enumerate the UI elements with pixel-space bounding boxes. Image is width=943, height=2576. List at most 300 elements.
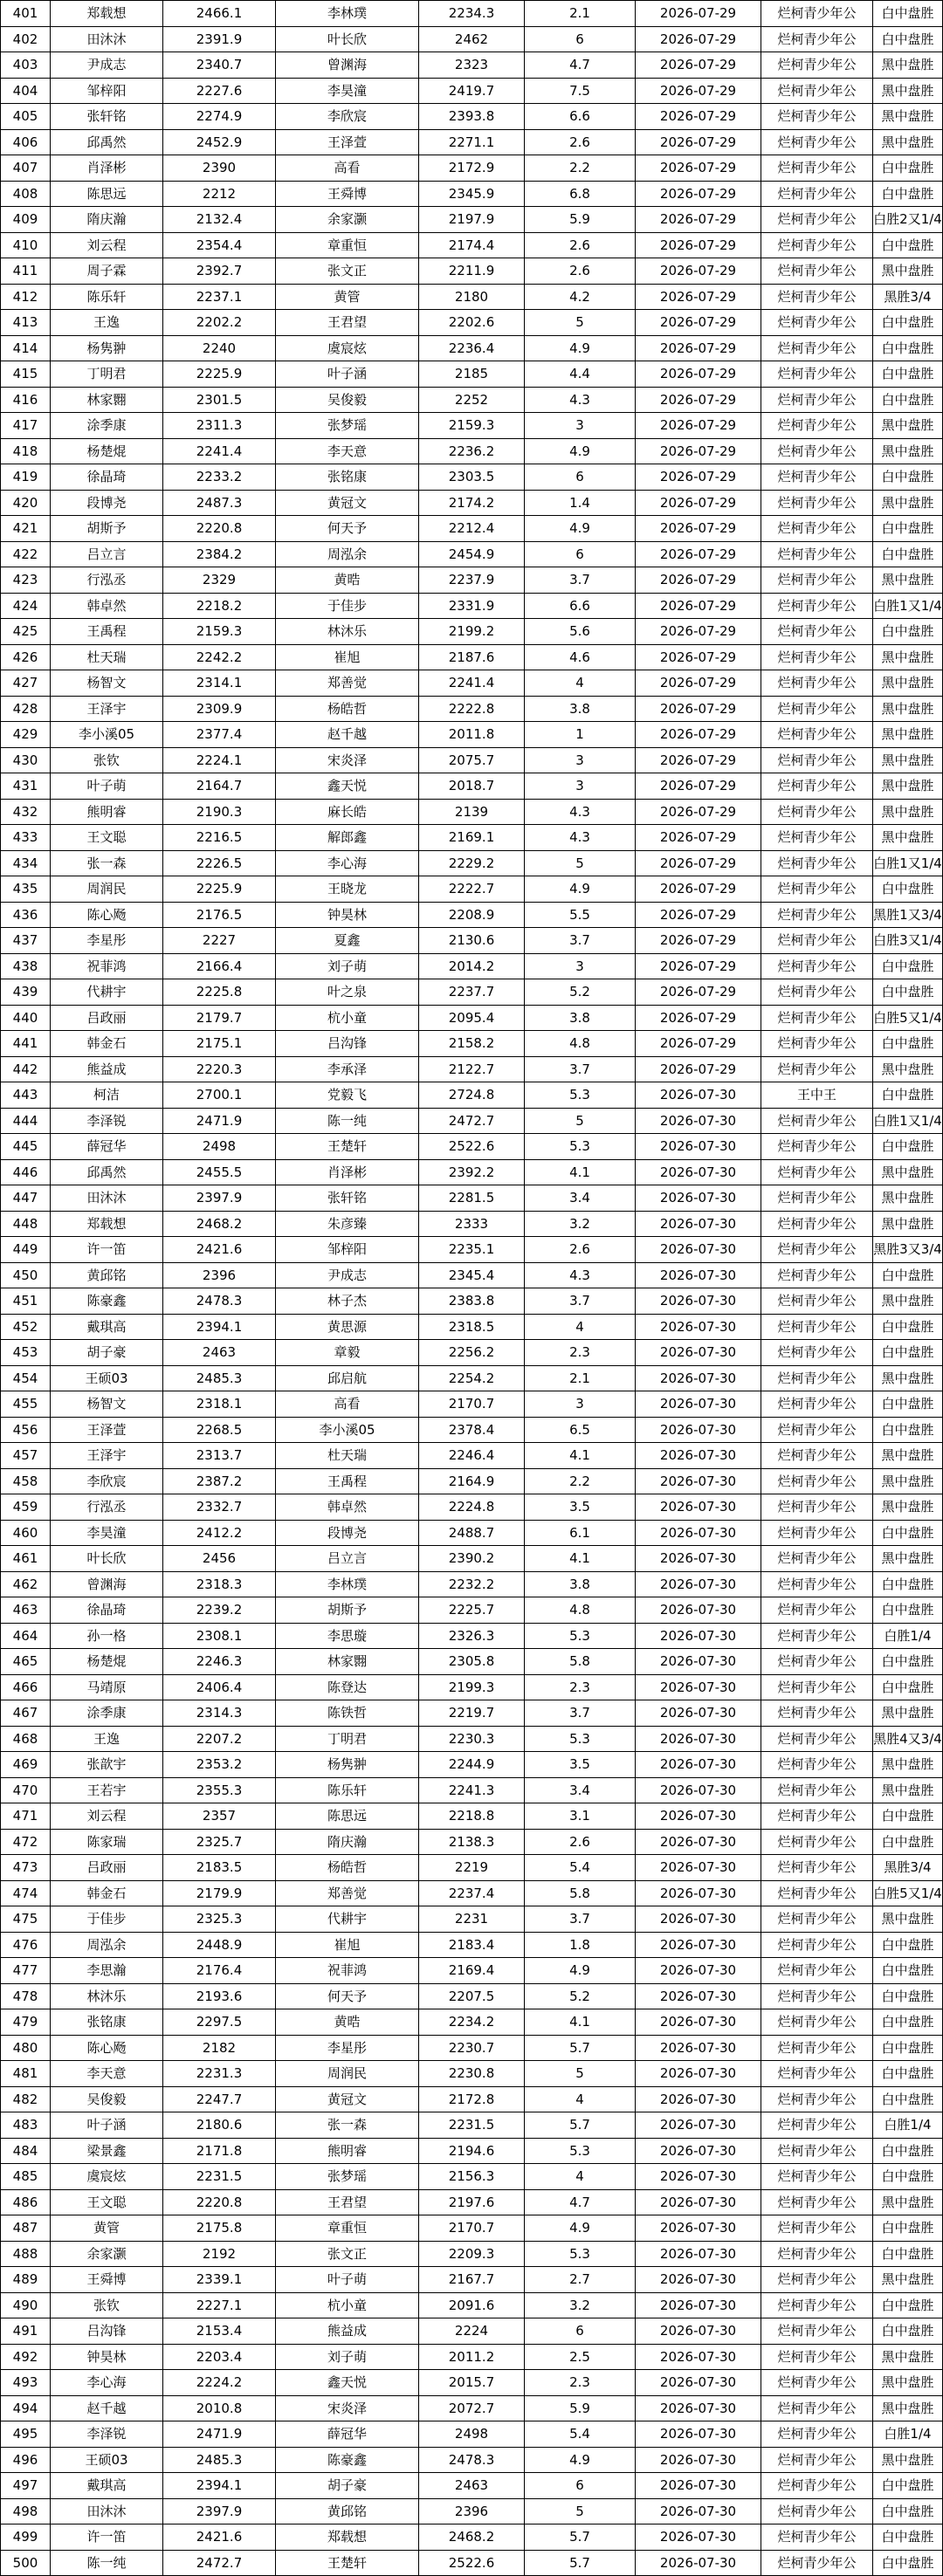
game-number-cell: 449: [1, 1237, 51, 1263]
table-row: [1, 567, 943, 594]
result-cell: 白中盘胜: [873, 1340, 943, 1366]
black-rating-cell: 2387.2: [163, 1468, 276, 1494]
game-date-cell: 2026-07-30: [636, 1340, 761, 1366]
event-name-cell: 烂柯青少年公: [761, 1777, 873, 1803]
white-player-cell: 叶子涵: [276, 361, 419, 388]
value-cell: 5.3: [525, 1082, 636, 1109]
event-name-cell: 烂柯青少年公: [761, 1314, 873, 1340]
game-date-cell: 2026-07-29: [636, 464, 761, 491]
black-player-cell: 戴琪高: [51, 2473, 163, 2499]
event-name-cell: 烂柯青少年公: [761, 2344, 873, 2370]
event-name-cell: 烂柯青少年公: [761, 1571, 873, 1597]
white-rating-cell: 2224: [419, 2318, 525, 2345]
value-cell: 6: [525, 26, 636, 52]
result-cell: 白中盘胜: [873, 2086, 943, 2112]
table-row: [1, 129, 943, 155]
result-cell: 白中盘胜: [873, 2498, 943, 2524]
table-row: [1, 696, 943, 722]
table-row: [1, 1906, 943, 1933]
white-rating-cell: 2183.4: [419, 1932, 525, 1958]
white-rating-cell: 2236.2: [419, 438, 525, 464]
game-number-cell: 412: [1, 284, 51, 310]
result-cell: 白中盘胜: [873, 1983, 943, 2009]
white-rating-cell: 2169.4: [419, 1958, 525, 1984]
value-cell: 4.3: [525, 387, 636, 413]
white-rating-cell: 2212.4: [419, 516, 525, 542]
black-rating-cell: 2448.9: [163, 1932, 276, 1958]
table-row: [1, 825, 943, 851]
white-player-cell: 李天意: [276, 438, 419, 464]
value-cell: 5.3: [525, 2138, 636, 2164]
value-cell: 2.3: [525, 1674, 636, 1700]
game-number-cell: 497: [1, 2473, 51, 2499]
game-number-cell: 487: [1, 2215, 51, 2242]
value-cell: 2.1: [525, 1, 636, 27]
result-cell: 白中盘胜: [873, 2550, 943, 2576]
result-cell: 白中盘胜: [873, 155, 943, 182]
game-number-cell: 477: [1, 1958, 51, 1984]
black-rating-cell: 2193.6: [163, 1983, 276, 2009]
white-rating-cell: 2281.5: [419, 1185, 525, 1212]
white-player-cell: 熊益成: [276, 2318, 419, 2345]
black-player-cell: 郑载想: [51, 1, 163, 27]
game-date-cell: 2026-07-29: [636, 670, 761, 697]
game-number-cell: 419: [1, 464, 51, 491]
white-player-cell: 丁明君: [276, 1726, 419, 1752]
table-row: [1, 2421, 943, 2448]
event-name-cell: 烂柯青少年公: [761, 2138, 873, 2164]
game-number-cell: 405: [1, 104, 51, 130]
event-name-cell: 烂柯青少年公: [761, 2524, 873, 2551]
game-number-cell: 496: [1, 2447, 51, 2473]
event-name-cell: 烂柯青少年公: [761, 258, 873, 285]
black-rating-cell: 2455.5: [163, 1159, 276, 1185]
white-player-cell: 张梦瑶: [276, 2164, 419, 2190]
black-rating-cell: 2246.3: [163, 1649, 276, 1675]
result-cell: 黑中盘胜: [873, 2370, 943, 2396]
game-number-cell: 495: [1, 2421, 51, 2448]
result-cell: 黑中盘胜: [873, 670, 943, 697]
black-rating-cell: 2202.2: [163, 310, 276, 336]
table-row: [1, 1958, 943, 1984]
table-row: [1, 1288, 943, 1315]
table-row: [1, 310, 943, 336]
white-rating-cell: 2219: [419, 1855, 525, 1881]
game-date-cell: 2026-07-30: [636, 1829, 761, 1855]
white-player-cell: 韩卓然: [276, 1494, 419, 1521]
game-number-cell: 435: [1, 876, 51, 903]
game-number-cell: 451: [1, 1288, 51, 1315]
white-rating-cell: 2345.4: [419, 1262, 525, 1288]
black-player-cell: 梁景鑫: [51, 2138, 163, 2164]
value-cell: 2.1: [525, 1365, 636, 1391]
white-rating-cell: 2014.2: [419, 953, 525, 979]
event-name-cell: 烂柯青少年公: [761, 2061, 873, 2087]
game-date-cell: 2026-07-29: [636, 1005, 761, 1031]
result-cell: 白中盘胜: [873, 2215, 943, 2242]
game-number-cell: 499: [1, 2524, 51, 2551]
game-date-cell: 2026-07-29: [636, 155, 761, 182]
black-rating-cell: 2421.6: [163, 1237, 276, 1263]
white-rating-cell: 2158.2: [419, 1031, 525, 1057]
game-number-cell: 430: [1, 747, 51, 773]
game-date-cell: 2026-07-29: [636, 953, 761, 979]
white-rating-cell: 2194.6: [419, 2138, 525, 2164]
result-cell: 黑胜1又3/4: [873, 902, 943, 928]
white-player-cell: 黄冠文: [276, 2086, 419, 2112]
game-date-cell: 2026-07-29: [636, 129, 761, 155]
event-name-cell: 烂柯青少年公: [761, 2421, 873, 2448]
table-row: [1, 1880, 943, 1906]
game-number-cell: 429: [1, 722, 51, 748]
black-rating-cell: 2010.8: [163, 2395, 276, 2421]
white-player-cell: 于佳步: [276, 593, 419, 619]
game-date-cell: 2026-07-29: [636, 387, 761, 413]
value-cell: 4.1: [525, 1443, 636, 1469]
white-player-cell: 陈思远: [276, 1803, 419, 1830]
value-cell: 5.9: [525, 2395, 636, 2421]
value-cell: 3: [525, 413, 636, 439]
table-row: [1, 747, 943, 773]
value-cell: 5.7: [525, 2550, 636, 2576]
black-rating-cell: 2175.8: [163, 2215, 276, 2242]
black-player-cell: 邱禹然: [51, 129, 163, 155]
value-cell: 2.7: [525, 2267, 636, 2293]
game-date-cell: 2026-07-30: [636, 1546, 761, 1572]
event-name-cell: 烂柯青少年公: [761, 928, 873, 954]
result-cell: 黑中盘胜: [873, 104, 943, 130]
white-player-cell: 祝菲鸿: [276, 1958, 419, 1984]
white-player-cell: 崔旭: [276, 644, 419, 670]
white-player-cell: 胡子豪: [276, 2473, 419, 2499]
event-name-cell: 烂柯青少年公: [761, 1443, 873, 1469]
game-date-cell: 2026-07-30: [636, 1932, 761, 1958]
event-name-cell: 烂柯青少年公: [761, 1597, 873, 1624]
black-rating-cell: 2241.4: [163, 438, 276, 464]
game-number-cell: 491: [1, 2318, 51, 2345]
game-date-cell: 2026-07-29: [636, 541, 761, 567]
black-rating-cell: 2268.5: [163, 1417, 276, 1443]
table-row: [1, 1855, 943, 1881]
game-number-cell: 420: [1, 490, 51, 516]
game-date-cell: 2026-07-30: [636, 1520, 761, 1546]
white-rating-cell: 2218.8: [419, 1803, 525, 1830]
game-date-cell: 2026-07-29: [636, 516, 761, 542]
game-number-cell: 411: [1, 258, 51, 285]
game-date-cell: 2026-07-29: [636, 722, 761, 748]
black-player-cell: 李天意: [51, 2061, 163, 2087]
black-rating-cell: 2452.9: [163, 129, 276, 155]
game-number-cell: 406: [1, 129, 51, 155]
white-player-cell: 黄晧: [276, 567, 419, 594]
white-player-cell: 李承泽: [276, 1056, 419, 1082]
white-rating-cell: 2237.4: [419, 1880, 525, 1906]
white-rating-cell: 2180: [419, 284, 525, 310]
white-player-cell: 王君望: [276, 2189, 419, 2215]
white-player-cell: 陈乐轩: [276, 1777, 419, 1803]
value-cell: 4.9: [525, 2447, 636, 2473]
black-player-cell: 张歆宇: [51, 1752, 163, 1778]
game-number-cell: 457: [1, 1443, 51, 1469]
white-rating-cell: 2331.9: [419, 593, 525, 619]
black-player-cell: 韩金石: [51, 1880, 163, 1906]
black-player-cell: 田沐沐: [51, 2498, 163, 2524]
result-cell: 白中盘胜: [873, 181, 943, 207]
result-cell: 黑中盘胜: [873, 1185, 943, 1212]
value-cell: 4.9: [525, 1958, 636, 1984]
black-player-cell: 熊益成: [51, 1056, 163, 1082]
game-date-cell: 2026-07-30: [636, 1571, 761, 1597]
value-cell: 3.4: [525, 1185, 636, 1212]
black-rating-cell: 2468.2: [163, 1211, 276, 1237]
result-cell: 黑中盘胜: [873, 1159, 943, 1185]
white-player-cell: 杨皓哲: [276, 696, 419, 722]
game-number-cell: 480: [1, 2035, 51, 2061]
white-player-cell: 崔旭: [276, 1932, 419, 1958]
white-rating-cell: 2241.3: [419, 1777, 525, 1803]
game-number-cell: 440: [1, 1005, 51, 1031]
game-number-cell: 460: [1, 1520, 51, 1546]
black-rating-cell: 2159.3: [163, 619, 276, 645]
white-rating-cell: 2169.1: [419, 825, 525, 851]
white-player-cell: 杭小童: [276, 2292, 419, 2318]
black-rating-cell: 2227: [163, 928, 276, 954]
black-rating-cell: 2456: [163, 1546, 276, 1572]
white-rating-cell: 2241.4: [419, 670, 525, 697]
game-date-cell: 2026-07-30: [636, 1983, 761, 2009]
event-name-cell: 烂柯青少年公: [761, 747, 873, 773]
game-date-cell: 2026-07-29: [636, 310, 761, 336]
game-date-cell: 2026-07-30: [636, 2138, 761, 2164]
black-player-cell: 吕沟锋: [51, 2318, 163, 2345]
game-number-cell: 462: [1, 1571, 51, 1597]
table-row: [1, 799, 943, 825]
result-cell: 白中盘胜: [873, 2524, 943, 2551]
event-name-cell: 烂柯青少年公: [761, 2550, 873, 2576]
white-rating-cell: 2326.3: [419, 1623, 525, 1649]
value-cell: 3: [525, 773, 636, 800]
black-rating-cell: 2700.1: [163, 1082, 276, 1109]
white-player-cell: 赵千越: [276, 722, 419, 748]
game-date-cell: 2026-07-29: [636, 567, 761, 594]
white-player-cell: 王君望: [276, 310, 419, 336]
value-cell: 3.2: [525, 2292, 636, 2318]
game-number-cell: 443: [1, 1082, 51, 1109]
value-cell: 4.6: [525, 644, 636, 670]
table-row: [1, 979, 943, 1006]
table-row: [1, 541, 943, 567]
value-cell: 4.2: [525, 284, 636, 310]
event-name-cell: 烂柯青少年公: [761, 1365, 873, 1391]
value-cell: 4.8: [525, 1597, 636, 1624]
value-cell: 4: [525, 1314, 636, 1340]
table-row: [1, 2267, 943, 2293]
black-rating-cell: 2192: [163, 2241, 276, 2267]
table-row: [1, 1211, 943, 1237]
result-cell: 白中盘胜: [873, 2241, 943, 2267]
game-date-cell: 2026-07-30: [636, 1391, 761, 1418]
result-cell: 黑中盘胜: [873, 258, 943, 285]
white-rating-cell: 2139: [419, 799, 525, 825]
result-cell: 黑中盘胜: [873, 825, 943, 851]
white-rating-cell: 2234.2: [419, 2009, 525, 2036]
black-rating-cell: 2463: [163, 1340, 276, 1366]
table-row: [1, 1752, 943, 1778]
black-player-cell: 王硕03: [51, 2447, 163, 2473]
table-row: [1, 2370, 943, 2396]
white-rating-cell: 2156.3: [419, 2164, 525, 2190]
game-number-cell: 485: [1, 2164, 51, 2190]
result-cell: 白中盘胜: [873, 516, 943, 542]
event-name-cell: 烂柯青少年公: [761, 387, 873, 413]
black-rating-cell: 2329: [163, 567, 276, 594]
event-name-cell: 烂柯青少年公: [761, 310, 873, 336]
value-cell: 4.9: [525, 438, 636, 464]
white-player-cell: 陈一纯: [276, 1108, 419, 1134]
black-rating-cell: 2231.3: [163, 2061, 276, 2087]
event-name-cell: 烂柯青少年公: [761, 1134, 873, 1160]
white-player-cell: 解郎鑫: [276, 825, 419, 851]
table-row: [1, 1803, 943, 1830]
white-rating-cell: 2478.3: [419, 2447, 525, 2473]
value-cell: 5.2: [525, 979, 636, 1006]
event-name-cell: 烂柯青少年公: [761, 2395, 873, 2421]
value-cell: 1.8: [525, 1932, 636, 1958]
game-date-cell: 2026-07-30: [636, 1880, 761, 1906]
game-date-cell: 2026-07-29: [636, 1056, 761, 1082]
table-row: [1, 1829, 943, 1855]
table-row: [1, 490, 943, 516]
game-date-cell: 2026-07-30: [636, 2241, 761, 2267]
game-date-cell: 2026-07-30: [636, 2267, 761, 2293]
black-player-cell: 陈心飏: [51, 2035, 163, 2061]
result-cell: 白中盘胜: [873, 2009, 943, 2036]
white-player-cell: 陈登达: [276, 1674, 419, 1700]
white-rating-cell: 2468.2: [419, 2524, 525, 2551]
black-player-cell: 韩卓然: [51, 593, 163, 619]
white-player-cell: 王禹程: [276, 1468, 419, 1494]
black-player-cell: 徐晶琦: [51, 1597, 163, 1624]
white-player-cell: 代耕宇: [276, 1906, 419, 1933]
result-cell: 黑中盘胜: [873, 2189, 943, 2215]
value-cell: 5.7: [525, 2524, 636, 2551]
white-player-cell: 杭小童: [276, 1005, 419, 1031]
game-date-cell: 2026-07-30: [636, 2550, 761, 2576]
event-name-cell: 烂柯青少年公: [761, 2086, 873, 2112]
game-number-cell: 459: [1, 1494, 51, 1521]
value-cell: 4.3: [525, 799, 636, 825]
black-rating-cell: 2175.1: [163, 1031, 276, 1057]
value-cell: 3.8: [525, 696, 636, 722]
black-player-cell: 陈一纯: [51, 2550, 163, 2576]
table-row: [1, 1237, 943, 1263]
white-player-cell: 张一森: [276, 2112, 419, 2139]
game-date-cell: 2026-07-30: [636, 1288, 761, 1315]
game-number-cell: 426: [1, 644, 51, 670]
value-cell: 3: [525, 747, 636, 773]
result-cell: 白中盘胜: [873, 1958, 943, 1984]
white-rating-cell: 2488.7: [419, 1520, 525, 1546]
table-row: [1, 2550, 943, 2576]
white-rating-cell: 2230.8: [419, 2061, 525, 2087]
white-rating-cell: 2392.2: [419, 1159, 525, 1185]
event-name-cell: 烂柯青少年公: [761, 825, 873, 851]
result-cell: 白中盘胜: [873, 1082, 943, 1109]
white-rating-cell: 2236.4: [419, 335, 525, 361]
black-player-cell: 钟昊林: [51, 2344, 163, 2370]
game-date-cell: 2026-07-29: [636, 644, 761, 670]
table-row: [1, 1159, 943, 1185]
table-row: [1, 155, 943, 182]
white-rating-cell: 2072.7: [419, 2395, 525, 2421]
value-cell: 5.8: [525, 1880, 636, 1906]
black-rating-cell: 2183.5: [163, 1855, 276, 1881]
game-number-cell: 403: [1, 52, 51, 79]
game-date-cell: 2026-07-30: [636, 2524, 761, 2551]
event-name-cell: 烂柯青少年公: [761, 1340, 873, 1366]
game-number-cell: 427: [1, 670, 51, 697]
black-rating-cell: 2212: [163, 181, 276, 207]
value-cell: 2.3: [525, 2370, 636, 2396]
event-name-cell: 烂柯青少年公: [761, 1056, 873, 1082]
black-rating-cell: 2485.3: [163, 1365, 276, 1391]
white-rating-cell: 2219.7: [419, 1700, 525, 1727]
value-cell: 5.3: [525, 1726, 636, 1752]
game-number-cell: 447: [1, 1185, 51, 1212]
white-rating-cell: 2454.9: [419, 541, 525, 567]
event-name-cell: 烂柯青少年公: [761, 1159, 873, 1185]
game-number-cell: 453: [1, 1340, 51, 1366]
event-name-cell: 烂柯青少年公: [761, 207, 873, 233]
game-date-cell: 2026-07-30: [636, 1365, 761, 1391]
game-date-cell: 2026-07-29: [636, 773, 761, 800]
event-name-cell: 烂柯青少年公: [761, 2009, 873, 2036]
white-player-cell: 鑫天悦: [276, 773, 419, 800]
black-rating-cell: 2220.8: [163, 2189, 276, 2215]
result-cell: 白中盘胜: [873, 1262, 943, 1288]
black-rating-cell: 2216.5: [163, 825, 276, 851]
black-player-cell: 吕立言: [51, 541, 163, 567]
event-name-cell: 烂柯青少年公: [761, 1983, 873, 2009]
table-row: [1, 2138, 943, 2164]
result-cell: 白中盘胜: [873, 1571, 943, 1597]
black-player-cell: 祝菲鸿: [51, 953, 163, 979]
black-player-cell: 周子霖: [51, 258, 163, 285]
game-date-cell: 2026-07-29: [636, 799, 761, 825]
black-player-cell: 王若宇: [51, 1777, 163, 1803]
black-rating-cell: 2239.2: [163, 1597, 276, 1624]
event-name-cell: 烂柯青少年公: [761, 1674, 873, 1700]
white-rating-cell: 2011.8: [419, 722, 525, 748]
game-number-cell: 442: [1, 1056, 51, 1082]
white-rating-cell: 2246.4: [419, 1443, 525, 1469]
black-player-cell: 田沐沐: [51, 26, 163, 52]
value-cell: 3: [525, 1391, 636, 1418]
black-player-cell: 邹梓阳: [51, 78, 163, 104]
game-date-cell: 2026-07-29: [636, 747, 761, 773]
result-cell: 白胜1/4: [873, 2421, 943, 2448]
game-date-cell: 2026-07-30: [636, 2498, 761, 2524]
black-player-cell: 陈豪鑫: [51, 1288, 163, 1315]
black-rating-cell: 2218.2: [163, 593, 276, 619]
value-cell: 4: [525, 2086, 636, 2112]
black-rating-cell: 2313.7: [163, 1443, 276, 1469]
white-player-cell: 隋庆瀚: [276, 1829, 419, 1855]
white-rating-cell: 2229.2: [419, 850, 525, 876]
result-cell: 白中盘胜: [873, 1031, 943, 1057]
event-name-cell: 烂柯青少年公: [761, 2267, 873, 2293]
black-player-cell: 陈乐轩: [51, 284, 163, 310]
